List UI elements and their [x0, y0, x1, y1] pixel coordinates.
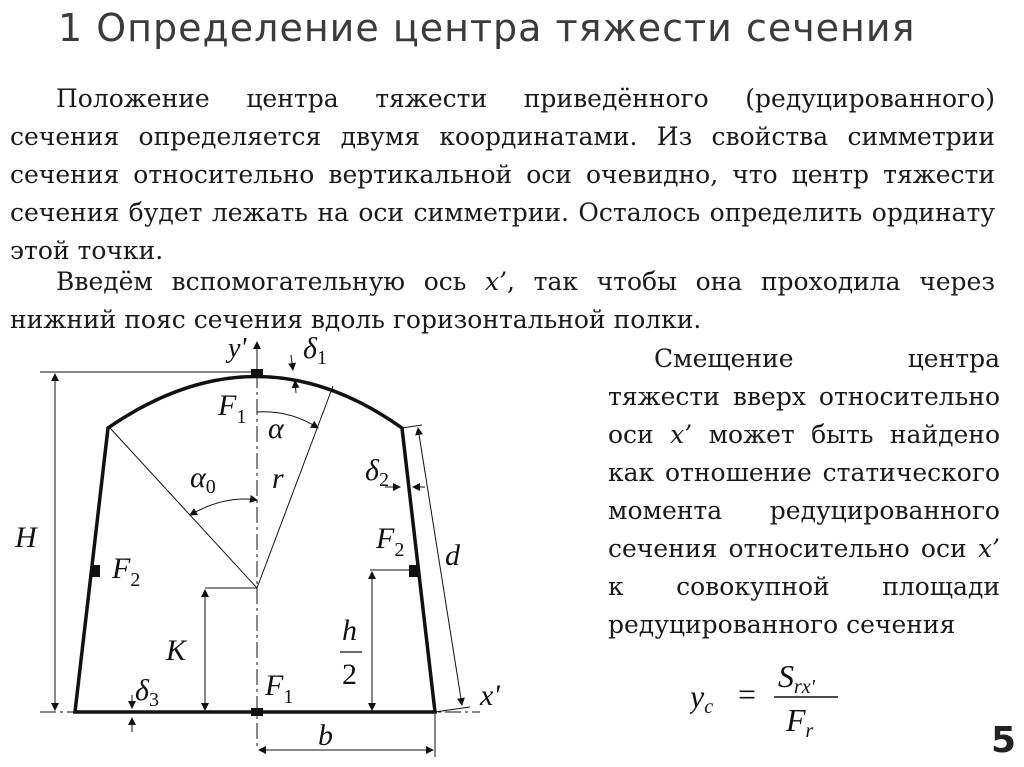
d-ext-bottom: [435, 707, 470, 712]
f1-bottom-marker: [251, 708, 263, 716]
page-number: 5: [990, 720, 1016, 761]
label-f1-bottom: $F_1$: [265, 669, 294, 708]
label-alpha: α: [268, 412, 284, 445]
delta1-arrow-bottom: [295, 381, 296, 393]
label-delta3: $\delta_3$: [135, 674, 159, 711]
centroid-formula: [690, 655, 850, 755]
formula-numerator: Srx': [778, 658, 815, 698]
paragraph-2-after: , так чтобы она проходила через нижний пояс сечения вдоль горизонтальной полки.: [10, 267, 995, 334]
label-delta2: $\delta_2$: [365, 454, 389, 491]
label-f2-left: $F_2$: [112, 552, 141, 591]
paragraph-1: Положение центра тяжести приведённого (редуцированного) сечения определяется двумя координатами. Из свойства симметрии сечения относительно вертикальной оси очевидно, что центр тяжести сечения будет лежать на оси симметрии. Осталось определить ординату этой точки.: [10, 84, 995, 265]
alpha0-arc: [190, 499, 257, 515]
radius-alpha0: [110, 428, 257, 588]
label-f1-top: $F_1$: [218, 389, 247, 428]
f1-top-marker: [251, 369, 263, 376]
d-ext-top: [402, 425, 422, 428]
paragraph-2-before: Введём вспомогательную ось: [56, 267, 485, 296]
formula-denominator: Fr: [786, 702, 814, 742]
side-text-before: Смещение центра тяжести вверх относительно оси: [608, 344, 1000, 449]
label-h: H: [15, 521, 37, 554]
paragraph-2-axis: x’: [485, 267, 508, 296]
slide-title: 1 Определение центра тяжести сечения: [58, 6, 916, 50]
f2-right-marker: [409, 565, 418, 577]
label-delta1: $\delta_1$: [303, 332, 327, 369]
side-text-after: к совокупной площади редуцированного сечения: [608, 572, 1000, 639]
label-b: b: [318, 719, 333, 752]
delta1-arrow-top: [291, 355, 293, 370]
label-alpha0: $\alpha_0$: [190, 461, 216, 498]
f2-left-marker: [92, 565, 100, 577]
label-d: d: [445, 539, 460, 572]
side-text-middle: может быть найдено как отношение статического момента редуцированного сечения относительно оси: [608, 420, 1001, 563]
label-h-half-denominator: 2: [342, 658, 357, 691]
formula-equals: =: [738, 676, 757, 712]
side-axis-2: x’: [977, 534, 1000, 563]
side-axis-1: x’: [670, 420, 693, 449]
label-x-axis: x': [480, 679, 500, 712]
label-y-axis: y': [228, 333, 247, 364]
alpha-arc: [257, 412, 318, 428]
formula-lhs: yc: [690, 678, 714, 718]
label-h-half-numerator: h: [342, 614, 357, 647]
label-f2-right: $F_2$: [376, 522, 405, 561]
label-r: r: [272, 462, 284, 495]
label-k: K: [166, 634, 187, 667]
